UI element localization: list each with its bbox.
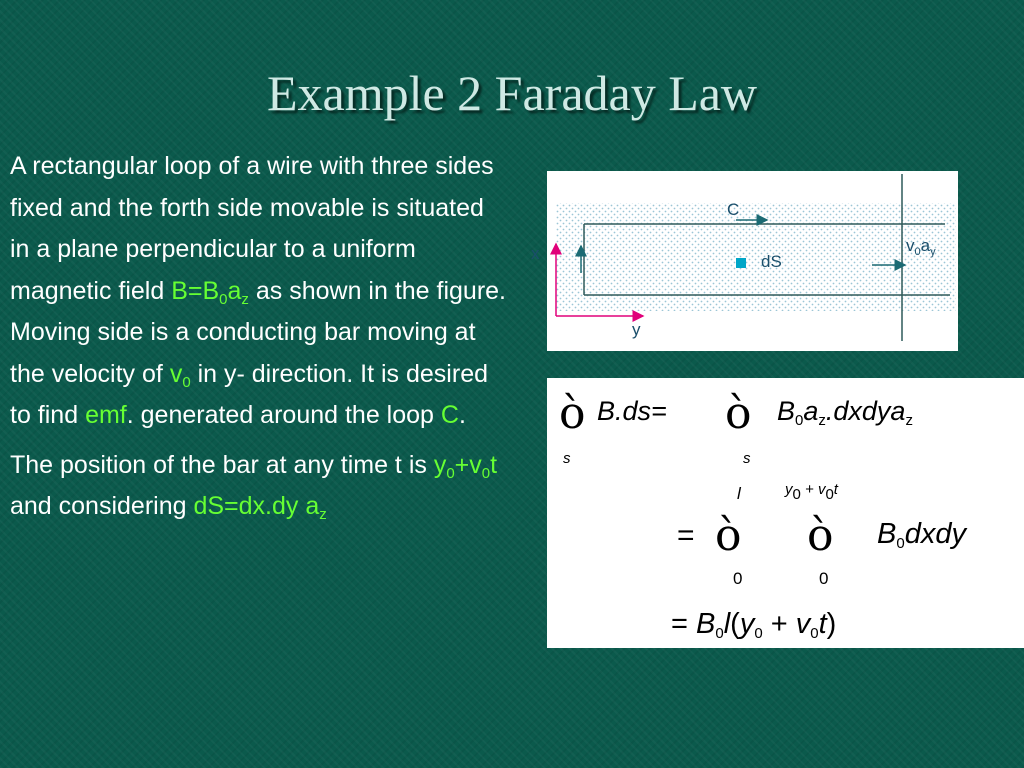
eq1-rhs xyxy=(777,396,913,429)
area-element-marker xyxy=(736,258,746,268)
eq1-limit-s2 xyxy=(743,451,751,466)
eq1-a-sub: z xyxy=(818,412,826,429)
eq2-rest: dxdy xyxy=(904,518,966,550)
velocity-label-a: a xyxy=(920,236,931,255)
velocity-label-v: v xyxy=(906,236,915,255)
integral-sign: ò xyxy=(715,510,742,561)
eq3-b: B xyxy=(696,608,716,640)
field-sub: 0 xyxy=(219,290,228,308)
eq1-b-sub: 0 xyxy=(795,412,804,429)
eq2-upper-v-sub: 0 xyxy=(825,486,834,503)
text-segment: and considering xyxy=(10,492,194,520)
pos-plus: +v xyxy=(454,450,482,479)
eq2-b: B xyxy=(877,518,897,550)
eq2-b-sub: 0 xyxy=(896,535,905,552)
eq3-result xyxy=(671,608,837,642)
eq1-lhs-text: B.ds= xyxy=(597,396,667,426)
equation-box xyxy=(547,378,1024,648)
eq3-l: l xyxy=(723,608,731,640)
ds-main: dS=dx.dy a xyxy=(193,492,320,520)
eq2-lower-limit-2: 0 xyxy=(819,569,829,588)
eq1-rest: .dxdya xyxy=(825,396,906,426)
velocity-expression xyxy=(169,359,191,391)
pos-y-sub: 0 xyxy=(446,464,455,482)
eq3-close-paren: ) xyxy=(826,608,837,640)
body-text xyxy=(10,146,510,528)
ds-sub: z xyxy=(319,506,327,523)
text-segment: as shown in the figure. Moving side is a conducting bar moving at the velocity of xyxy=(10,276,506,388)
area-label-ds: dS xyxy=(761,252,782,271)
pos-v-sub: 0 xyxy=(481,464,491,482)
emf-term: emf xyxy=(85,401,127,429)
paragraph-problem xyxy=(10,146,510,437)
loop-term: C xyxy=(440,401,459,429)
field-main: B=B xyxy=(171,276,220,305)
axis-label-x: x xyxy=(531,244,540,263)
eq1-limit-s1-text: s xyxy=(563,450,571,467)
eq2-lower-limit-1: 0 xyxy=(733,569,743,588)
loop-figure xyxy=(531,171,958,351)
eq3-t: t xyxy=(818,608,827,640)
field-expression xyxy=(171,276,249,308)
eq2-upper-y: y xyxy=(785,481,793,498)
slide-title: Example 2 Faraday Law xyxy=(266,65,758,121)
eq2-upper-l: l xyxy=(737,484,741,503)
eq3-open-paren: ( xyxy=(730,608,740,640)
text-segment: in y- direction. It is desired to find xyxy=(10,359,488,429)
velocity-sub: 0 xyxy=(182,373,191,391)
loop-label-c: C xyxy=(727,200,740,219)
eq1-lhs xyxy=(597,398,667,425)
eq2-upper-plus: + v xyxy=(805,481,826,498)
eq3-y: y xyxy=(739,608,755,640)
velocity-main: v xyxy=(169,359,183,388)
eq1-rest-sub: z xyxy=(905,412,913,429)
eq3-b-sub: 0 xyxy=(715,625,724,642)
text-segment: The position of the bar at any time t is xyxy=(10,450,434,479)
integral-sign: ò xyxy=(807,510,834,561)
field-a: a xyxy=(227,276,242,305)
eq1-limit-s2-text: s xyxy=(743,450,751,467)
position-expression xyxy=(433,450,498,482)
eq2-equals: = xyxy=(677,519,695,552)
eq1-b: B xyxy=(777,396,796,426)
eq3-y-sub: 0 xyxy=(754,625,763,642)
field-a-sub: z xyxy=(241,290,249,308)
eq3-v: v xyxy=(795,608,811,640)
velocity-label-v-sub: 0 xyxy=(914,246,921,258)
integral-sign: ò xyxy=(559,388,586,439)
text-segment: . xyxy=(458,401,466,429)
eq2-upper-y-sub: 0 xyxy=(792,486,801,503)
eq2-integrand xyxy=(877,518,966,552)
eq3-v-sub: 0 xyxy=(810,625,819,642)
text-segment: A rectangular loop of a wire with three sides fixed and the forth side movable is situated in a plane perpendicular to a uniform magnetic field xyxy=(10,152,494,305)
eq1-a: a xyxy=(803,396,819,426)
pos-y: y xyxy=(433,450,447,479)
eq3-plus: + xyxy=(770,608,788,640)
pos-t: t xyxy=(490,450,498,479)
axis-label-y: y xyxy=(632,320,641,339)
ds-expression xyxy=(193,492,327,523)
text-segment: . generated around the loop xyxy=(126,401,441,429)
paragraph-position xyxy=(10,445,510,528)
integral-sign: ò xyxy=(725,388,752,439)
eq3-equals: = xyxy=(671,608,688,640)
loop-diagram xyxy=(547,171,958,351)
eq2-upper-t: t xyxy=(833,481,838,498)
velocity-label xyxy=(906,236,936,258)
eq2-upper-limit-y xyxy=(785,481,838,503)
eq1-limit-s1 xyxy=(563,451,571,466)
eq2-upper-limit-l xyxy=(737,485,741,502)
velocity-label-a-sub: y xyxy=(930,246,936,258)
